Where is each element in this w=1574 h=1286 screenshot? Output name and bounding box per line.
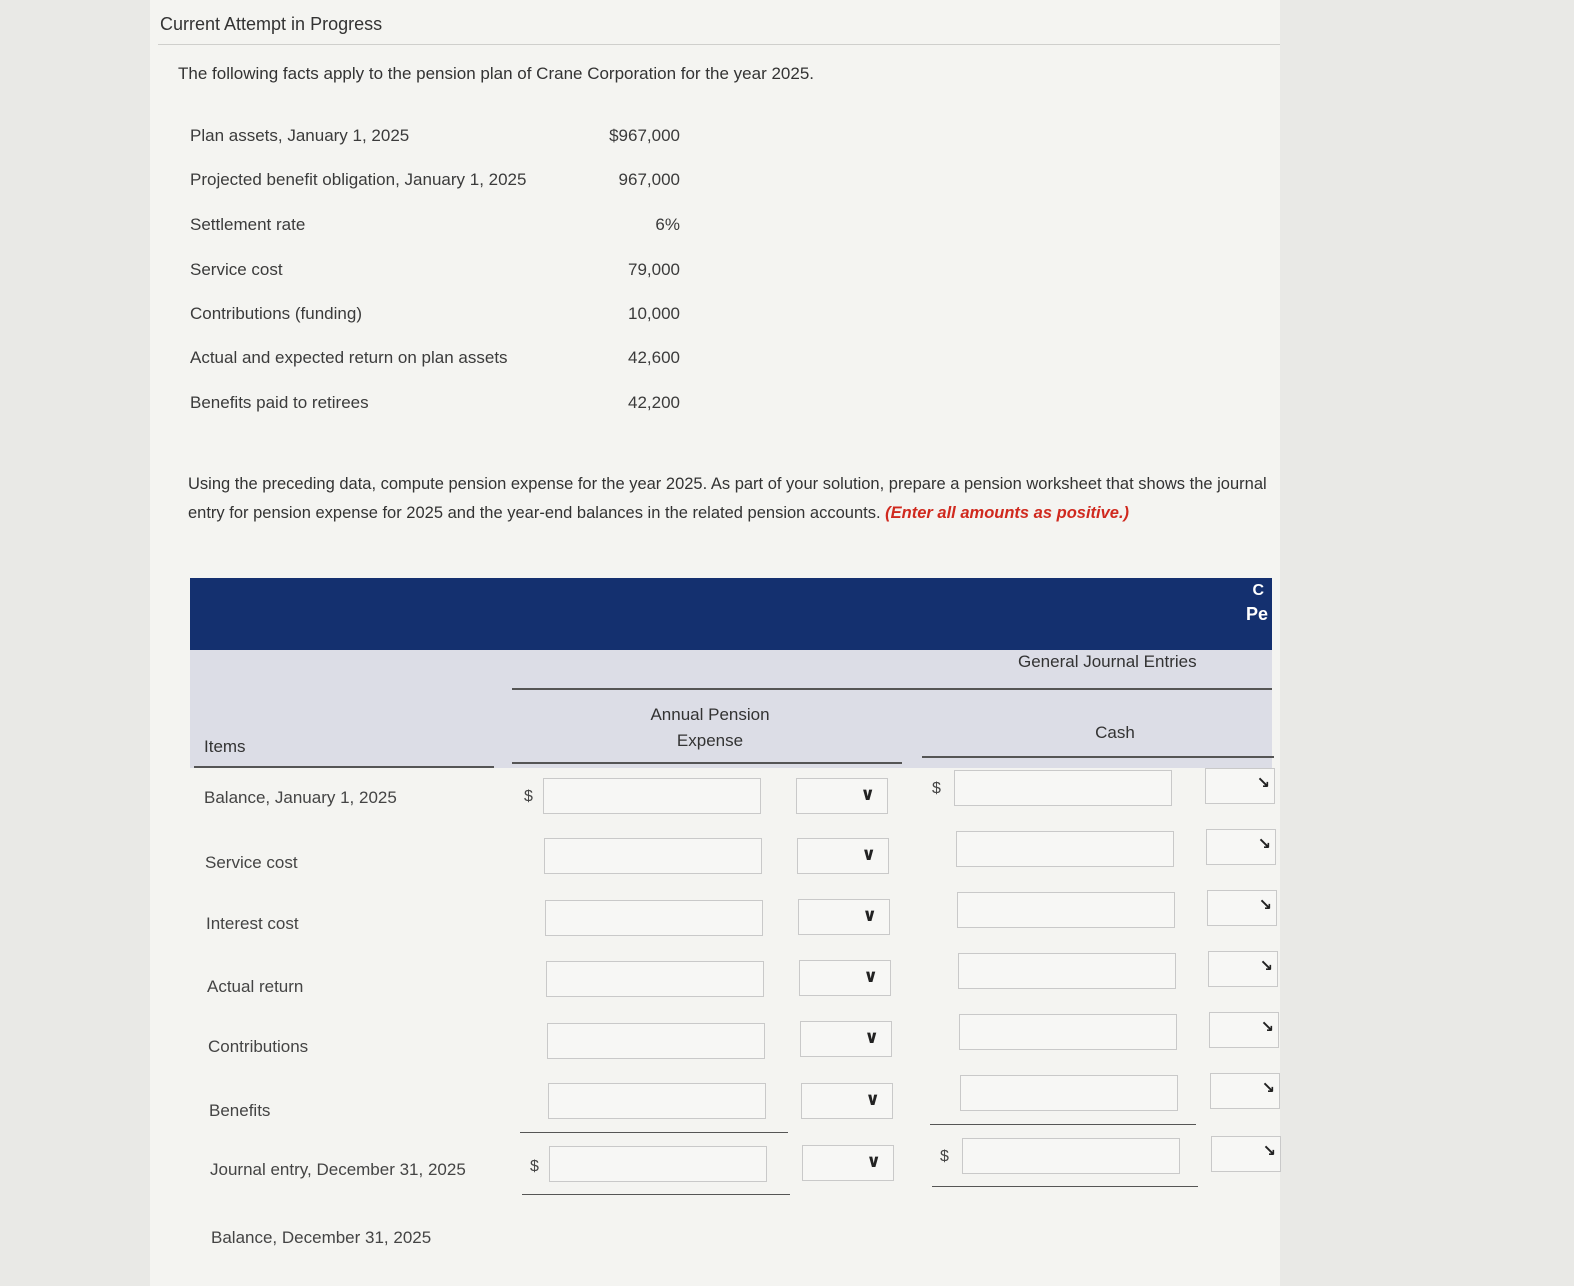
fact-value: 42,200 bbox=[628, 393, 680, 412]
chevron-down-icon: ∨ bbox=[863, 966, 878, 986]
col-header-items: Items bbox=[204, 737, 246, 756]
fact-label: Settlement rate bbox=[190, 215, 306, 234]
currency-symbol: $ bbox=[524, 788, 533, 805]
expense-drcr-select[interactable] bbox=[798, 899, 890, 935]
fact-row bbox=[190, 215, 680, 239]
fact-label: Service cost bbox=[190, 260, 283, 279]
fact-row bbox=[190, 393, 680, 417]
currency-symbol: $ bbox=[932, 780, 941, 797]
chevron-down-icon: ↘ bbox=[1256, 775, 1270, 792]
currency-symbol: $ bbox=[940, 1148, 949, 1165]
group-header: General Journal Entries bbox=[1018, 652, 1197, 671]
cash-amount-input[interactable] bbox=[956, 831, 1174, 867]
total-rule bbox=[522, 1194, 790, 1195]
chevron-down-icon: ∨ bbox=[861, 844, 876, 864]
problem-intro: The following facts apply to the pension plan of Crane Corporation for the year 2025. bbox=[178, 64, 814, 83]
row-label: Balance, December 31, 2025 bbox=[211, 1228, 432, 1247]
fact-label: Contributions (funding) bbox=[190, 304, 362, 323]
expense-amount-input[interactable] bbox=[547, 1023, 765, 1059]
row-label: Actual return bbox=[207, 977, 304, 996]
expense-drcr-select[interactable] bbox=[800, 1021, 892, 1057]
worksheet-header-bar bbox=[190, 578, 1272, 650]
fact-label: Benefits paid to retirees bbox=[190, 393, 369, 412]
total-rule bbox=[520, 1132, 788, 1133]
cash-amount-input[interactable] bbox=[954, 770, 1172, 806]
fact-label: Plan assets, January 1, 2025 bbox=[190, 126, 410, 145]
fact-value: 42,600 bbox=[628, 348, 680, 367]
cash-amount-input[interactable] bbox=[962, 1138, 1180, 1174]
cash-drcr-select[interactable] bbox=[1207, 890, 1277, 926]
cash-amount-input[interactable] bbox=[959, 1014, 1177, 1050]
cash-drcr-select[interactable] bbox=[1206, 829, 1276, 865]
expense-amount-input[interactable] bbox=[546, 961, 764, 997]
fact-value: $967,000 bbox=[609, 126, 680, 145]
row-label: Journal entry, December 31, 2025 bbox=[210, 1160, 466, 1179]
chevron-down-icon: ∨ bbox=[864, 1027, 879, 1047]
cash-drcr-select[interactable] bbox=[1209, 1012, 1279, 1048]
fact-value: 6% bbox=[655, 215, 680, 234]
divider bbox=[922, 756, 1274, 758]
instructions-emphasis: (Enter all amounts as positive.) bbox=[885, 504, 1130, 522]
expense-drcr-select[interactable] bbox=[797, 838, 889, 874]
fact-row bbox=[190, 170, 680, 194]
chevron-down-icon: ↘ bbox=[1258, 897, 1272, 914]
chevron-down-icon: ↘ bbox=[1257, 836, 1271, 853]
cash-drcr-select[interactable] bbox=[1210, 1073, 1280, 1109]
row-label: Balance, January 1, 2025 bbox=[204, 788, 397, 807]
expense-amount-input[interactable] bbox=[545, 900, 763, 936]
cash-amount-input[interactable] bbox=[960, 1075, 1178, 1111]
fact-row bbox=[190, 304, 680, 328]
expense-drcr-select[interactable] bbox=[801, 1083, 893, 1119]
fact-row bbox=[190, 348, 680, 372]
fact-value: 79,000 bbox=[628, 260, 680, 279]
expense-amount-input[interactable] bbox=[543, 778, 761, 814]
fact-value: 10,000 bbox=[628, 304, 680, 323]
expense-amount-input[interactable] bbox=[549, 1146, 767, 1182]
total-rule bbox=[930, 1124, 1196, 1125]
fact-label: Projected benefit obligation, January 1, 2025 bbox=[190, 170, 527, 189]
header-edge-text: C bbox=[1252, 582, 1264, 599]
chevron-down-icon: ↘ bbox=[1259, 958, 1273, 975]
divider bbox=[512, 762, 902, 764]
expense-amount-input[interactable] bbox=[548, 1083, 766, 1119]
cash-drcr-select[interactable] bbox=[1211, 1136, 1281, 1172]
fact-row bbox=[190, 260, 680, 284]
divider bbox=[194, 766, 494, 768]
fact-label: Actual and expected return on plan assets bbox=[190, 348, 508, 367]
currency-symbol: $ bbox=[530, 1158, 539, 1175]
cash-amount-input[interactable] bbox=[958, 953, 1176, 989]
header-edge-text: Pe bbox=[1245, 604, 1268, 624]
chevron-down-icon: ↘ bbox=[1260, 1019, 1274, 1036]
instructions-text: Using the preceding data, compute pension expense for the year 2025. As part of your solution, prepare a pension worksheet that shows the journal entry for pension expense for 2025 and the year-end balances in the related pension accounts. bbox=[188, 475, 1267, 522]
row-label: Benefits bbox=[209, 1101, 271, 1120]
expense-amount-input[interactable] bbox=[544, 838, 762, 874]
fact-row bbox=[190, 126, 680, 150]
expense-drcr-select[interactable] bbox=[802, 1145, 894, 1181]
row-label: Interest cost bbox=[206, 914, 299, 933]
divider bbox=[512, 688, 1272, 690]
total-rule bbox=[932, 1186, 1198, 1187]
chevron-down-icon: ∨ bbox=[865, 1089, 880, 1109]
expense-drcr-select[interactable] bbox=[796, 778, 888, 814]
attempt-title: Current Attempt in Progress bbox=[160, 14, 383, 34]
chevron-down-icon: ∨ bbox=[860, 784, 875, 804]
chevron-down-icon: ∨ bbox=[862, 905, 877, 925]
col-header-cash: Cash bbox=[1095, 723, 1135, 742]
chevron-down-icon: ↘ bbox=[1261, 1080, 1275, 1097]
divider bbox=[158, 44, 1280, 45]
cash-drcr-select[interactable] bbox=[1205, 768, 1275, 804]
chevron-down-icon: ↘ bbox=[1262, 1143, 1276, 1160]
chevron-down-icon: ∨ bbox=[866, 1151, 881, 1171]
cash-drcr-select[interactable] bbox=[1208, 951, 1278, 987]
row-label: Service cost bbox=[205, 853, 298, 872]
expense-drcr-select[interactable] bbox=[799, 960, 891, 996]
cash-amount-input[interactable] bbox=[957, 892, 1175, 928]
row-label: Contributions bbox=[208, 1037, 309, 1056]
instructions bbox=[188, 470, 1273, 528]
col-header-expense: Annual Pension Expense bbox=[650, 705, 770, 750]
fact-value: 967,000 bbox=[618, 170, 680, 189]
